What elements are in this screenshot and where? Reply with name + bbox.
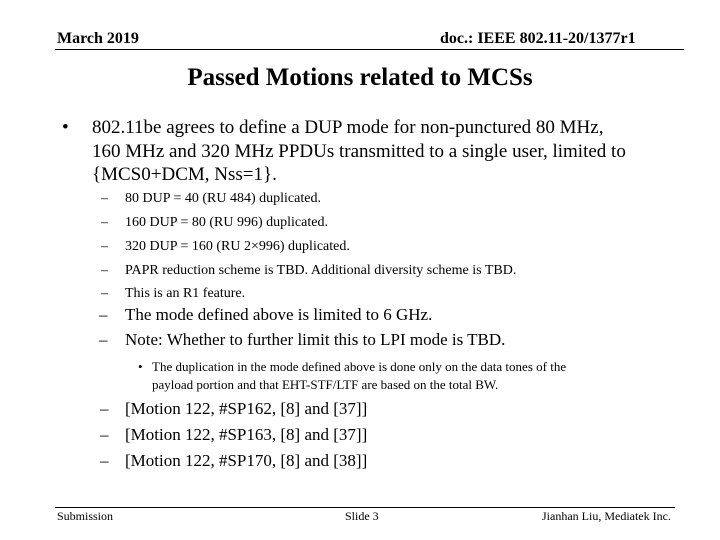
motion-dash: – [100, 399, 109, 418]
footer-slide-number: Slide 3 [345, 509, 379, 523]
sub-item-dash: – [101, 263, 108, 278]
main-bullet-line-2: 160 MHz and 320 MHz PPDUs transmitted to a single user, limited to [92, 140, 626, 162]
sub-item-dash: – [99, 305, 108, 324]
sub-item-dash: – [101, 215, 108, 230]
motion-dash: – [100, 451, 109, 470]
sub-item-dash: – [101, 286, 108, 301]
motion-2: [Motion 122, #SP163, [8] and [37]] [125, 425, 368, 444]
third-level-bullet-marker: • [138, 359, 143, 374]
slide-title: Passed Motions related to MCSs [187, 64, 533, 91]
sub-item-dash: – [101, 239, 108, 254]
sub-item-large-1: The mode defined above is limited to 6 GHz. [125, 305, 433, 324]
sub-item-1: 80 DUP = 40 (RU 484) duplicated. [125, 191, 321, 206]
sub-item-dash: – [101, 191, 108, 206]
sub-item-dash: – [99, 330, 108, 349]
motion-dash: – [100, 425, 109, 444]
header-doc-id: doc.: IEEE 802.11-20/1377r1 [440, 30, 636, 47]
footer-divider [55, 507, 675, 508]
sub-item-4: PAPR reduction scheme is TBD. Additional diversity scheme is TBD. [125, 263, 517, 278]
footer-author: Jianhan Liu, Mediatek Inc. [542, 509, 671, 523]
main-bullet-line-3: {MCS0+DCM, Nss=1}. [92, 164, 277, 185]
third-level-line-1: The duplication in the mode defined above is done only on the data tones of the [152, 359, 567, 374]
main-bullet-line-1: 802.11be agrees to define a DUP mode for non-punctured 80 MHz, [92, 117, 604, 138]
sub-item-3: 320 DUP = 160 (RU 2×996) duplicated. [125, 239, 350, 254]
main-bullet-marker: • [62, 117, 69, 138]
footer-left: Submission [57, 509, 114, 523]
sub-item-large-2: Note: Whether to further limit this to LPI mode is TBD. [125, 330, 506, 349]
sub-item-5: This is an R1 feature. [125, 286, 246, 301]
third-level-line-2: payload portion and that EHT-STF/LTF are based on the total BW. [152, 377, 499, 392]
sub-item-2: 160 DUP = 80 (RU 996) duplicated. [125, 215, 328, 230]
header-date: March 2019 [57, 30, 139, 47]
motion-1: [Motion 122, #SP162, [8] and [37]] [125, 399, 368, 418]
header-divider [55, 49, 684, 50]
motion-3: [Motion 122, #SP170, [8] and [38]] [125, 451, 368, 470]
